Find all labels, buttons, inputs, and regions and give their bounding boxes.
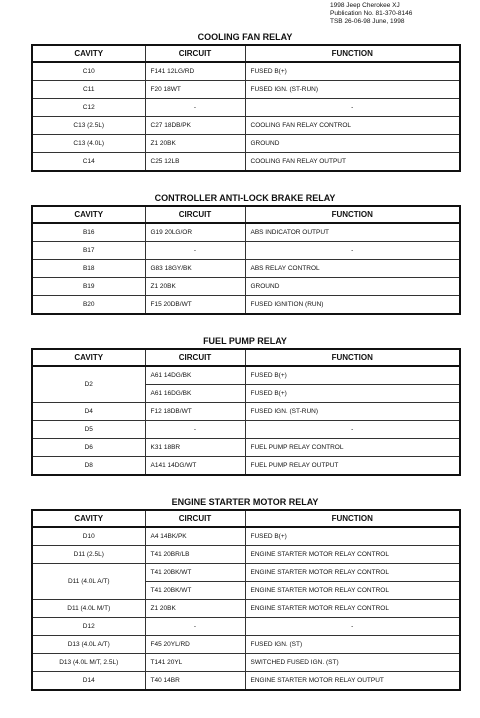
table-row: [32, 564, 460, 582]
header-line-publication: Publication No. 81-370-8146: [330, 10, 413, 17]
cavity-cell: B18: [32, 260, 145, 278]
table-header-row: [32, 206, 460, 223]
function-cell: FUEL PUMP RELAY CONTROL: [245, 439, 460, 457]
column-header-function: FUNCTION: [245, 510, 460, 527]
table-row: [32, 223, 460, 242]
cavity-cell: B19: [32, 278, 145, 296]
function-cell: ENGINE STARTER MOTOR RELAY OUTPUT: [245, 672, 460, 691]
cavity-cell: D2: [32, 366, 145, 403]
table-row: [32, 421, 460, 439]
function-cell: -: [245, 421, 460, 439]
column-header-circuit: CIRCUIT: [145, 510, 245, 527]
circuit-cell: T41 20BK/WT: [145, 582, 245, 600]
table-row: [32, 62, 460, 81]
circuit-cell: A141 14DG/WT: [145, 457, 245, 476]
column-header-cavity: CAVITY: [32, 45, 145, 62]
table-row: [32, 403, 460, 421]
circuit-cell: T40 14BR: [145, 672, 245, 691]
function-cell: FUSED IGN. (ST-RUN): [245, 403, 460, 421]
cooling-fan-relay-table: [31, 44, 461, 172]
table-row: [32, 527, 460, 546]
circuit-cell: T41 20BR/LB: [145, 546, 245, 564]
cavity-cell: C12: [32, 99, 145, 117]
table-row: [32, 153, 460, 172]
table-header-row: [32, 349, 460, 366]
column-header-function: FUNCTION: [245, 349, 460, 366]
column-header-cavity: CAVITY: [32, 349, 145, 366]
section-title: ENGINE STARTER MOTOR RELAY: [171, 497, 319, 507]
circuit-cell: Z1 20BK: [145, 278, 245, 296]
cavity-cell: D8: [32, 457, 145, 476]
circuit-cell: G19 20LG/OR: [145, 223, 245, 242]
cavity-cell: C14: [32, 153, 145, 172]
function-cell: FUSED IGN. (ST-RUN): [245, 81, 460, 99]
cavity-cell: C13 (4.0L): [32, 135, 145, 153]
circuit-cell: C27 18DB/PK: [145, 117, 245, 135]
cavity-cell: C13 (2.5L): [32, 117, 145, 135]
table-row: [32, 546, 460, 564]
table-row: [32, 296, 460, 315]
engine-starter-motor-relay-table: [31, 509, 461, 691]
table-row: [32, 278, 460, 296]
cavity-cell: B17: [32, 242, 145, 260]
cavity-cell: C11: [32, 81, 145, 99]
circuit-cell: -: [145, 618, 245, 636]
table-row: [32, 366, 460, 385]
cavity-cell: B16: [32, 223, 145, 242]
circuit-cell: -: [145, 99, 245, 117]
circuit-cell: F45 20YL/RD: [145, 636, 245, 654]
function-cell: ENGINE STARTER MOTOR RELAY CONTROL: [245, 582, 460, 600]
cavity-cell: D13 (4.0L M/T, 2.5L): [32, 654, 145, 672]
function-cell: -: [245, 618, 460, 636]
table-row: [32, 636, 460, 654]
function-cell: SWITCHED FUSED IGN. (ST): [245, 654, 460, 672]
function-cell: FUSED IGN. (ST): [245, 636, 460, 654]
function-cell: COOLING FAN RELAY OUTPUT: [245, 153, 460, 172]
column-header-function: FUNCTION: [245, 206, 460, 223]
cavity-cell: D6: [32, 439, 145, 457]
section-title: COOLING FAN RELAY: [197, 32, 293, 42]
table-row: [32, 654, 460, 672]
function-cell: ENGINE STARTER MOTOR RELAY CONTROL: [245, 564, 460, 582]
cavity-cell: D13 (4.0L A/T): [32, 636, 145, 654]
table-row: [32, 99, 460, 117]
circuit-cell: C25 12LB: [145, 153, 245, 172]
header-line-vehicle: 1998 Jeep Cherokee XJ: [330, 2, 400, 9]
function-cell: ABS RELAY CONTROL: [245, 260, 460, 278]
table-row: [32, 260, 460, 278]
circuit-cell: T41 20BK/WT: [145, 564, 245, 582]
circuit-cell: G83 18GY/BK: [145, 260, 245, 278]
cavity-cell: D4: [32, 403, 145, 421]
cavity-cell: D11 (4.0L A/T): [32, 564, 145, 600]
table-header-row: [32, 510, 460, 527]
function-cell: GROUND: [245, 135, 460, 153]
table-row: [32, 457, 460, 476]
section-fuel-pump-relay: [31, 335, 459, 476]
header-line-tsb: TSB 26-06-98 June, 1998: [330, 18, 405, 25]
function-cell: FUSED IGNITION (RUN): [245, 296, 460, 315]
function-cell: -: [245, 242, 460, 260]
fuel-pump-relay-table: [31, 348, 461, 476]
anti-lock-brake-relay-table: [31, 205, 461, 315]
cavity-cell: D12: [32, 618, 145, 636]
function-cell: FUSED B(+): [245, 366, 460, 385]
function-cell: FUSED B(+): [245, 62, 460, 81]
circuit-cell: F20 18WT: [145, 81, 245, 99]
circuit-cell: -: [145, 242, 245, 260]
function-cell: COOLING FAN RELAY CONTROL: [245, 117, 460, 135]
circuit-cell: K31 18BR: [145, 439, 245, 457]
function-cell: FUSED B(+): [245, 527, 460, 546]
circuit-cell: Z1 20BK: [145, 600, 245, 618]
cavity-cell: D11 (2.5L): [32, 546, 145, 564]
column-header-circuit: CIRCUIT: [145, 206, 245, 223]
function-cell: FUEL PUMP RELAY OUTPUT: [245, 457, 460, 476]
circuit-cell: Z1 20BK: [145, 135, 245, 153]
publication-header: [330, 2, 412, 26]
column-header-circuit: CIRCUIT: [145, 45, 245, 62]
circuit-cell: -: [145, 421, 245, 439]
circuit-cell: F12 18DB/WT: [145, 403, 245, 421]
circuit-cell: F141 12LG/RD: [145, 62, 245, 81]
section-title: CONTROLLER ANTI-LOCK BRAKE RELAY: [154, 193, 336, 203]
function-cell: ENGINE STARTER MOTOR RELAY CONTROL: [245, 546, 460, 564]
function-cell: -: [245, 99, 460, 117]
circuit-cell: F15 20DB/WT: [145, 296, 245, 315]
column-header-circuit: CIRCUIT: [145, 349, 245, 366]
column-header-function: FUNCTION: [245, 45, 460, 62]
table-row: [32, 117, 460, 135]
table-row: [32, 618, 460, 636]
column-header-cavity: CAVITY: [32, 206, 145, 223]
table-row: [32, 600, 460, 618]
function-cell: GROUND: [245, 278, 460, 296]
function-cell: ENGINE STARTER MOTOR RELAY CONTROL: [245, 600, 460, 618]
cavity-cell: D10: [32, 527, 145, 546]
cavity-cell: C10: [32, 62, 145, 81]
section-anti-lock-brake-relay: [31, 192, 459, 315]
cavity-cell: D14: [32, 672, 145, 691]
table-row: [32, 672, 460, 691]
circuit-cell: A61 14DG/BK: [145, 366, 245, 385]
function-cell: FUSED B(+): [245, 385, 460, 403]
circuit-cell: A61 16DG/BK: [145, 385, 245, 403]
column-header-cavity: CAVITY: [32, 510, 145, 527]
cavity-cell: D11 (4.0L M/T): [32, 600, 145, 618]
function-cell: ABS INDICATOR OUTPUT: [245, 223, 460, 242]
section-title: FUEL PUMP RELAY: [203, 336, 287, 346]
section-cooling-fan-relay: [31, 31, 459, 172]
table-row: [32, 439, 460, 457]
cavity-cell: D5: [32, 421, 145, 439]
table-row: [32, 242, 460, 260]
circuit-cell: A4 14BK/PK: [145, 527, 245, 546]
cavity-cell: B20: [32, 296, 145, 315]
section-engine-starter-motor-relay: [31, 496, 459, 691]
table-header-row: [32, 45, 460, 62]
table-row: [32, 81, 460, 99]
circuit-cell: T141 20YL: [145, 654, 245, 672]
table-row: [32, 135, 460, 153]
